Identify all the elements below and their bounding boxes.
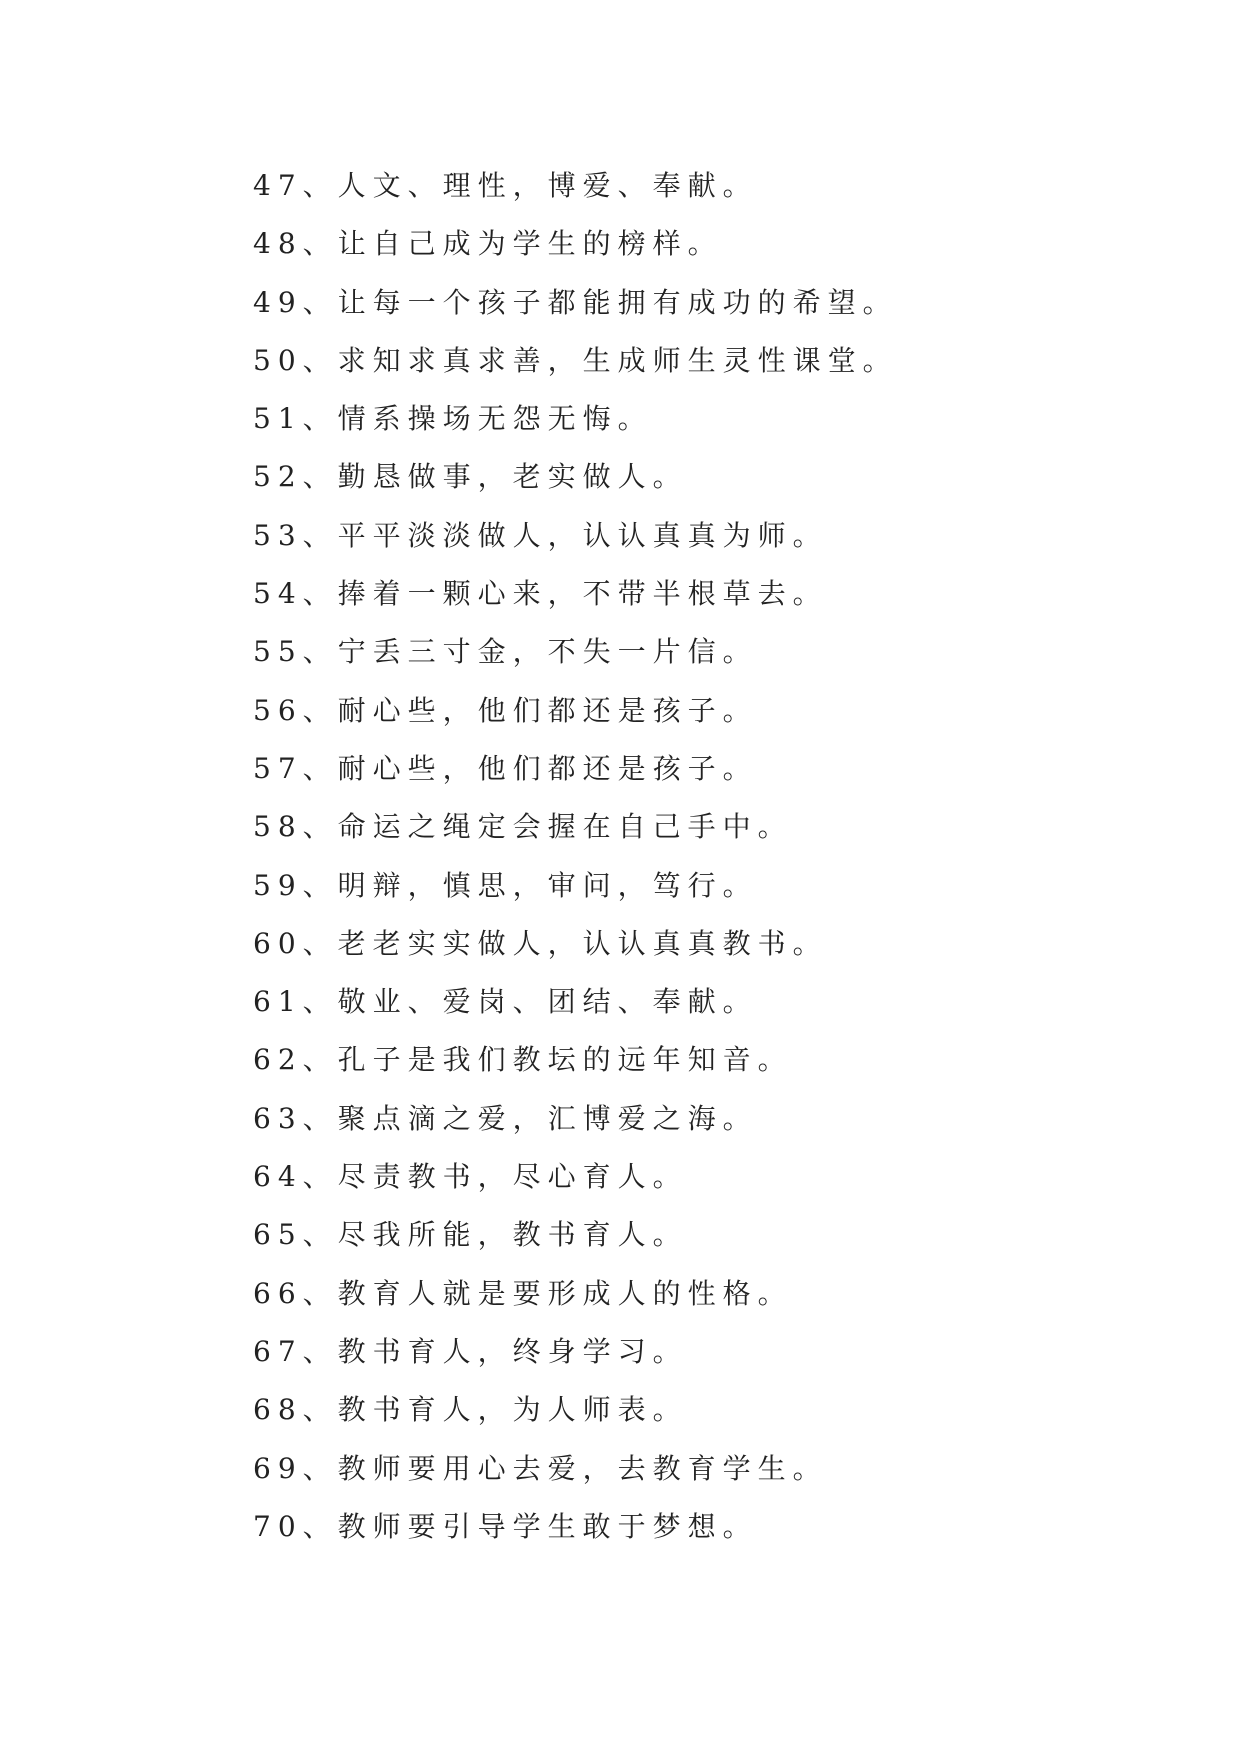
list-item: 50、求知求真求善，生成师生灵性课堂。: [253, 343, 898, 377]
list-item: 65、尽我所能，教书育人。: [253, 1218, 688, 1252]
list-item: 55、宁丢三寸金，不失一片信。: [253, 635, 758, 669]
list-item: 51、情系操场无怨无悔。: [253, 402, 653, 436]
list-item: 47、人文、理性，博爱、奉献。: [253, 169, 758, 202]
list-item: 68、教书育人，为人师表。: [253, 1393, 688, 1427]
list-item: 52、勤恳做事，老实做人。: [253, 460, 688, 494]
list-item: 58、命运之绳定会握在自己手中。: [253, 810, 793, 844]
list-item: 69、教师要用心去爱，去教育学生。: [253, 1451, 828, 1485]
list-item: 57、耐心些，他们都还是孩子。: [253, 751, 758, 785]
list-item: 54、捧着一颗心来，不带半根草去。: [253, 577, 828, 611]
list-item: 61、敬业、爱岗、团结、奉献。: [253, 985, 758, 1019]
list-item: 49、让每一个孩子都能拥有成功的希望。: [253, 285, 898, 319]
list-item: 48、让自己成为学生的榜样。: [253, 227, 723, 261]
list-item: 56、耐心些，他们都还是孩子。: [253, 693, 758, 727]
list-item: 64、尽责教书，尽心育人。: [253, 1160, 688, 1194]
list-item: 59、明辩，慎思，审问，笃行。: [253, 868, 758, 902]
list-item: 60、老老实实做人，认认真真教书。: [253, 926, 828, 960]
list-item: 67、教书育人，终身学习。: [253, 1334, 688, 1368]
list-item: 70、教师要引导学生敢于梦想。: [253, 1509, 758, 1543]
list-item: 53、平平淡淡做人，认认真真为师。: [253, 518, 828, 552]
list-item: 62、孔子是我们教坛的远年知音。: [253, 1043, 793, 1077]
slogan-list: [253, 157, 898, 1556]
list-item: 63、聚点滴之爱，汇博爱之海。: [253, 1101, 758, 1135]
list-item: 66、教育人就是要形成人的性格。: [253, 1276, 793, 1310]
